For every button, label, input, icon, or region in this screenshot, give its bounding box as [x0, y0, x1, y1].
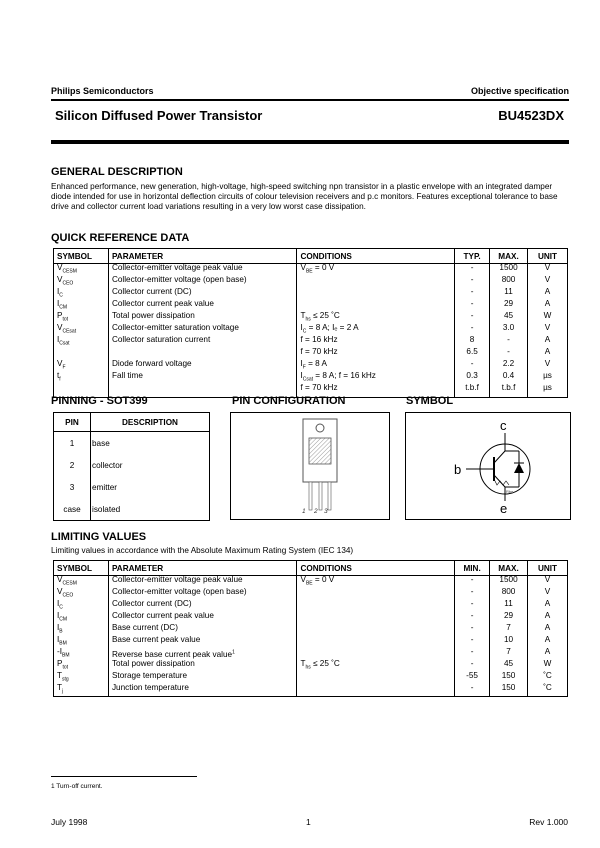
pin-number: 1	[54, 432, 91, 455]
max-cell: t.b.f	[490, 384, 528, 397]
conditions-cell	[297, 600, 455, 612]
pin-configuration-heading: PIN CONFIGURATION	[232, 395, 346, 407]
max-cell: 10	[490, 636, 528, 648]
symbol-cell: $I_{BM}$	[54, 636, 109, 648]
max-cell: 29	[490, 612, 528, 624]
unit-cell: A	[528, 336, 568, 348]
parameter-cell: Collector-emitter voltage (open base)	[108, 276, 297, 288]
symbol-cell: $P_{tot}$	[54, 660, 109, 672]
conditions-cell: $V_{BE} = 0$ V	[297, 576, 455, 589]
unit-cell: A	[528, 624, 568, 636]
max-cell: 1500	[490, 264, 528, 277]
parameter-cell: Collector current peak value	[108, 612, 297, 624]
symbol-cell: $I_C$	[54, 600, 109, 612]
transistor-symbol	[406, 413, 570, 519]
conditions-cell: f = 16 kHz	[297, 336, 455, 348]
conditions-cell	[297, 288, 455, 300]
company-name: Philips Semiconductors	[51, 86, 154, 96]
conditions-cell	[297, 624, 455, 636]
symbol-cell: $T_j$	[54, 684, 109, 697]
sot399-package-drawing	[231, 413, 389, 519]
pin-number: 3	[54, 476, 91, 498]
max-cell: 7	[490, 624, 528, 636]
qrd-col-header: PARAMETER	[108, 249, 297, 264]
part-number: BU4523DX	[498, 108, 564, 123]
min-cell: -	[455, 624, 490, 636]
typ-cell: -	[455, 324, 490, 336]
typ-cell: 8	[455, 336, 490, 348]
qrd-col-header: TYP.	[455, 249, 490, 264]
qrd-col-header: MAX.	[490, 249, 528, 264]
conditions-cell: $I_{Csat} = 8$ A; f = 16 kHz	[297, 372, 455, 384]
limiting-col-header: SYMBOL	[54, 561, 109, 576]
parameter-cell: Collector current (DC)	[108, 288, 297, 300]
pin-column-header: PIN	[54, 413, 91, 432]
pin-row	[54, 454, 210, 476]
typ-cell: -	[455, 288, 490, 300]
symbol-cell: $I_{CM}$	[54, 612, 109, 624]
pin-description: emitter	[92, 482, 118, 492]
min-cell: -	[455, 636, 490, 648]
min-cell: -	[455, 660, 490, 672]
parameter-cell: Reverse base current peak value$^1$	[108, 648, 297, 660]
parameter-cell: Total power dissipation	[108, 312, 297, 324]
min-cell: -55	[455, 672, 490, 684]
min-cell: -	[455, 588, 490, 600]
base-label: b	[454, 462, 462, 477]
pinning-heading: PINNING - SOT399	[51, 395, 148, 407]
symbol-cell: $I_C$	[54, 288, 109, 300]
table-row	[54, 684, 568, 697]
pinning-table	[53, 412, 210, 521]
limiting-values-table	[53, 560, 568, 697]
parameter-cell: Fall time	[108, 372, 297, 384]
pin-row	[54, 476, 210, 498]
limiting-col-header: CONDITIONS	[297, 561, 455, 576]
unit-cell: A	[528, 300, 568, 312]
limiting-col-header: MAX.	[490, 561, 528, 576]
spec-status: Objective specification	[470, 86, 569, 96]
unit-cell: V	[528, 264, 568, 277]
unit-cell: V	[528, 324, 568, 336]
pin-description: collector	[92, 460, 123, 470]
typ-cell: -	[455, 300, 490, 312]
max-cell: 800	[490, 588, 528, 600]
symbol-cell: $V_{CESM}$	[54, 576, 109, 589]
symbol-cell: $T_{stg}$	[54, 672, 109, 684]
footer-page-number: 1	[306, 817, 311, 827]
qrd-col-header: CONDITIONS	[297, 249, 455, 264]
max-cell: 29	[490, 300, 528, 312]
pin-configuration-box	[230, 412, 390, 520]
typ-cell: -	[455, 276, 490, 288]
typ-cell: 6.5	[455, 348, 490, 360]
unit-cell: V	[528, 576, 568, 589]
symbol-cell: $V_F$	[54, 360, 109, 372]
parameter-cell: Junction temperature	[108, 684, 297, 697]
symbol-cell: $V_{CESM}$	[54, 264, 109, 277]
max-cell: -	[490, 348, 528, 360]
min-cell: -	[455, 648, 490, 660]
parameter-cell: Storage temperature	[108, 672, 297, 684]
svg-text:Rbe: Rbe	[506, 489, 514, 494]
unit-cell: V	[528, 360, 568, 372]
symbol-heading: SYMBOL	[406, 395, 454, 407]
symbol-cell: $V_{CEO}$	[54, 276, 109, 288]
unit-cell: A	[528, 348, 568, 360]
min-cell: -	[455, 684, 490, 697]
max-cell: 45	[490, 312, 528, 324]
conditions-cell	[297, 276, 455, 288]
max-cell: 2.2	[490, 360, 528, 372]
description-column-header: DESCRIPTION	[91, 413, 210, 432]
footer-date: July 1998	[51, 817, 88, 827]
pin-row	[54, 498, 210, 521]
qrd-col-header: UNIT	[528, 249, 568, 264]
parameter-cell: Collector-emitter saturation voltage	[108, 324, 297, 336]
max-cell: 11	[490, 600, 528, 612]
symbol-cell: $P_{tot}$	[54, 312, 109, 324]
parameter-cell: Collector-emitter voltage peak value	[108, 576, 297, 589]
unit-cell: ˚C	[528, 672, 568, 684]
symbol-cell: $I_B$	[54, 624, 109, 636]
unit-cell: W	[528, 660, 568, 672]
conditions-cell: $I_F = 8$ A	[297, 360, 455, 372]
max-cell: 0.4	[490, 372, 528, 384]
conditions-cell: $T_{hs} \le 25$ ˚C	[297, 660, 455, 672]
unit-cell: A	[528, 288, 568, 300]
table-row	[54, 636, 568, 648]
parameter-cell: Collector current (DC)	[108, 600, 297, 612]
qrd-col-header: SYMBOL	[54, 249, 109, 264]
limiting-col-header: MIN.	[455, 561, 490, 576]
max-cell: 45	[490, 660, 528, 672]
title-rule	[51, 140, 569, 144]
document-title: Silicon Diffused Power Transistor	[55, 108, 263, 123]
unit-cell: ˚C	[528, 684, 568, 697]
unit-cell: W	[528, 312, 568, 324]
footer-revision: Rev 1.000	[529, 817, 568, 827]
parameter-cell: Collector-emitter voltage (open base)	[108, 588, 297, 600]
unit-cell: A	[528, 648, 568, 660]
conditions-cell	[297, 672, 455, 684]
max-cell: -	[490, 336, 528, 348]
symbol-cell: $-I_{BM}$	[54, 648, 109, 660]
symbol-cell: $V_{CEsat}$	[54, 324, 109, 336]
symbol-cell: $t_f$	[54, 372, 109, 384]
parameter-cell: Total power dissipation	[108, 660, 297, 672]
typ-cell: -	[455, 264, 490, 277]
unit-cell: A	[528, 636, 568, 648]
conditions-cell: $V_{BE} = 0$ V	[297, 264, 455, 277]
conditions-cell	[297, 612, 455, 624]
quick-reference-table	[53, 248, 568, 398]
min-cell: -	[455, 576, 490, 589]
footnote: 1 Turn-off current.	[51, 783, 103, 790]
symbol-cell: $V_{CEO}$	[54, 588, 109, 600]
typ-cell: -	[455, 360, 490, 372]
max-cell: 1500	[490, 576, 528, 589]
max-cell: 150	[490, 684, 528, 697]
conditions-cell: $I_C = 8$ A; Iₑ = 2 A	[297, 324, 455, 336]
conditions-cell: f = 70 kHz	[297, 348, 455, 360]
general-description-heading: GENERAL DESCRIPTION	[51, 166, 183, 178]
conditions-cell: $T_{hs} \le 25$ ˚C	[297, 312, 455, 324]
pin-1-label: 1	[302, 508, 306, 515]
limiting-values-subtitle: Limiting values in accordance with the Absolute Maximum Rating System (IEC 134)	[51, 546, 354, 555]
footnote-rule	[51, 776, 197, 777]
symbol-cell: $I_{CM}$	[54, 300, 109, 312]
emitter-label: e	[500, 501, 508, 516]
conditions-cell	[297, 588, 455, 600]
typ-cell: t.b.f	[455, 384, 490, 397]
unit-cell: µs	[528, 384, 568, 397]
typ-cell: -	[455, 312, 490, 324]
pin-number: case	[54, 498, 91, 521]
min-cell: -	[455, 612, 490, 624]
unit-cell: A	[528, 600, 568, 612]
unit-cell: V	[528, 276, 568, 288]
pin-number: 2	[54, 454, 91, 476]
unit-cell: A	[528, 612, 568, 624]
conditions-cell	[297, 684, 455, 697]
max-cell: 7	[490, 648, 528, 660]
parameter-cell: Diode forward voltage	[108, 360, 297, 372]
parameter-cell: Collector-emitter voltage peak value	[108, 264, 297, 277]
limiting-col-header: PARAMETER	[108, 561, 297, 576]
unit-cell: µs	[528, 372, 568, 384]
conditions-cell	[297, 636, 455, 648]
max-cell: 3.0	[490, 324, 528, 336]
pin-row	[54, 432, 210, 455]
unit-cell: V	[528, 588, 568, 600]
pin-2-label: 2	[314, 508, 318, 515]
typ-cell: 0.3	[455, 372, 490, 384]
parameter-cell: Collector saturation current	[108, 336, 297, 348]
symbol-box	[405, 412, 571, 520]
general-description-text: Enhanced performance, new generation, high-voltage, high-speed switching npn transistor in a plastic envelope with an integrated damper diode intended for use in horizontal deflection circuits of colour television receivers and p.c monitors. Features exceptional tolerance to base drive and collector current load variations resulting in a very low worst case dissipation.	[51, 182, 558, 211]
max-cell: 800	[490, 276, 528, 288]
quick-reference-heading: QUICK REFERENCE DATA	[51, 232, 190, 244]
max-cell: 150	[490, 672, 528, 684]
pin-description: base	[92, 438, 110, 448]
parameter-cell: Base current (DC)	[108, 624, 297, 636]
symbol-cell: $I_{Csat}$	[54, 336, 109, 348]
max-cell: 11	[490, 288, 528, 300]
min-cell: -	[455, 600, 490, 612]
conditions-cell: f = 70 kHz	[297, 384, 455, 397]
parameter-cell: Collector current peak value	[108, 300, 297, 312]
pin-description: isolated	[92, 504, 121, 514]
collector-label: c	[500, 418, 507, 433]
pin-3-label: 3	[324, 508, 328, 515]
header-rule	[51, 99, 569, 101]
limiting-col-header: UNIT	[528, 561, 568, 576]
parameter-cell: Base current peak value	[108, 636, 297, 648]
limiting-values-heading: LIMITING VALUES	[51, 531, 147, 543]
